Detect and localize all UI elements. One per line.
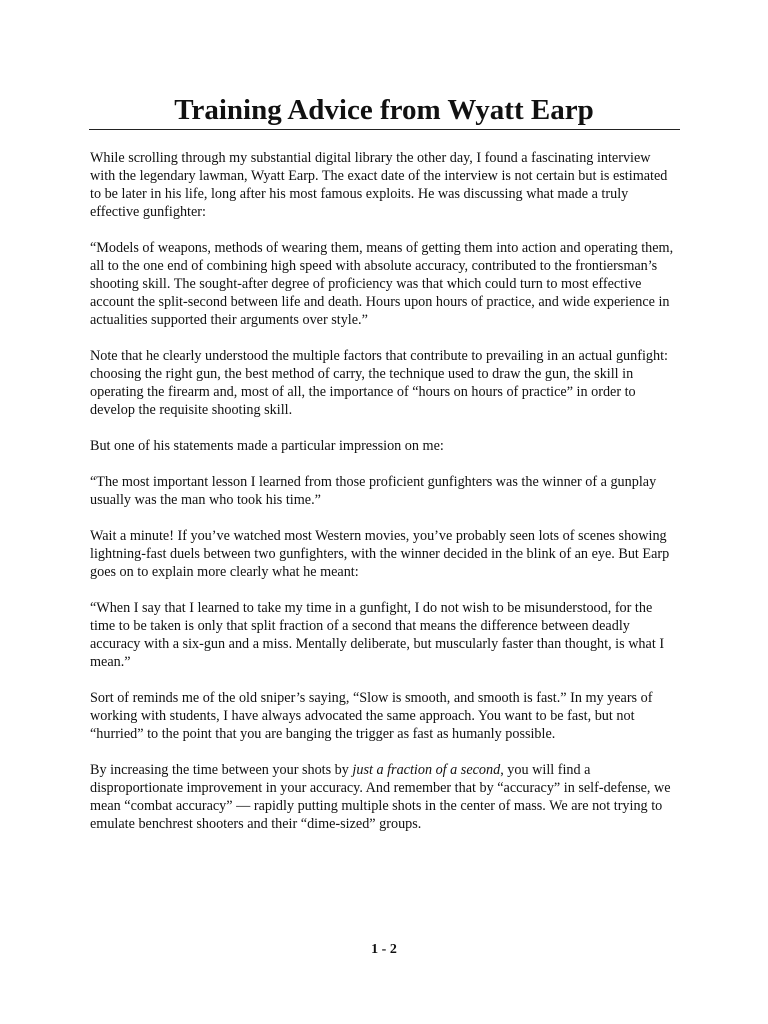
paragraph-western-movies: Wait a minute! If you’ve watched most Western movies, you’ve probably seen lots of scenes showing lightning-fast duels between two gunfighters, with the winner decided in the blink of an eye. But Earp goes on to explain more clearly what he meant: [90,528,670,580]
paragraph-statement: But one of his statements made a particular impression on me: [90,438,444,454]
paragraph-quote-models: “Models of weapons, methods of wearing them, means of getting them into action and operating them, all to the one end of combining high speed with absolute accuracy, contributed to the frontiersman’s shooting skill. The sought-after degree of proficiency was that which could turn to most effective account the split-second between life and death. Hours upon hours of practice, and wide experience in actualities supported their arguments over style.” [90,240,674,328]
page-title: Training Advice from Wyatt Earp [174,94,594,126]
paragraph-factors: Note that he clearly understood the multiple factors that contribute to prevailing in an actual gunfight: choosing the right gun, the best method of carry, the technique used to draw the gun, the skill in operating the firearm and, most of all, the importance of “hours on hours of practice” in order to develop the requisite shooting skill. [90,348,668,418]
paragraph-quote-lesson: “The most important lesson I learned from those proficient gunfighters was the winner of a gunplay usually was the man who took his time.” [90,474,657,508]
paragraph-intro: While scrolling through my substantial digital library the other day, I found a fascinating interview with the legendary lawman, Wyatt Earp. The exact date of the interview is not certain but is estimated to be later in his life, long after his most famous exploits. He was discussing what made a truly effective gunfighter: [90,150,668,220]
conclusion-text-end: , you will find a disproportionate improvement in your accuracy. And remember that by “accuracy” in self-defense, we mean “combat accuracy” — rapidly putting multiple shots in the center of mass. We are not trying to emulate benchrest shooters and their “dime-sized” groups. [90,762,671,832]
title-underline [89,129,680,130]
conclusion-emphasis: just a fraction of a second [352,762,501,778]
paragraph-conclusion [90,761,678,833]
paragraph-sniper-saying: Sort of reminds me of the old sniper’s saying, “Slow is smooth, and smooth is fast.” In my years of working with students, I have always advocated the same approach. You want to be fast, but not “hurried” to the point that you are banging the trigger as fast as humanly possible. [90,690,653,742]
paragraph-quote-gunfight: “When I say that I learned to take my time in a gunfight, I do not wish to be misunderstood, for the time to be taken is only that split fraction of a second that means the difference between deadly accuracy with a six-gun and a miss. Mentally deliberate, but muscularly faster than thought, is what I mean.” [90,600,665,670]
page-number: 1 - 2 [371,942,397,957]
article-body [90,149,678,851]
conclusion-text-start: By increasing the time between your shots by [90,762,353,778]
